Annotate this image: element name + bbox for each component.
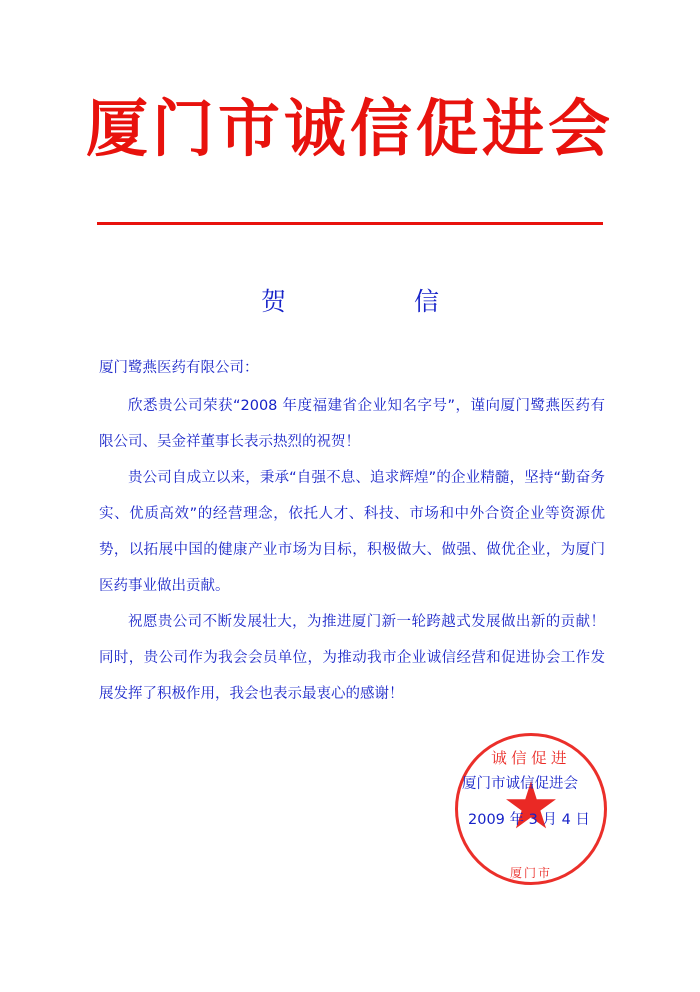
letterhead-organization: 厦门市诚信促进会: [85, 92, 614, 165]
salutation: 厦门鹭燕医药有限公司：: [99, 360, 259, 376]
paragraph-3: 祝愿贵公司不断发展壮大，为推进厦门新一轮跨越式发展做出新的贡献！同时，贵公司作为我会会员单位，为推动我市企业诚信经营和促进协会工作发展发挥了积极作用，我会也表示最衷心的感谢！: [99, 614, 605, 702]
document-body: [99, 350, 605, 712]
paragraph-2: 贵公司自成立以来，秉承“自强不息、追求辉煌”的企业精髓，坚持“勤奋务实、优质高效”的经营理念，依托人才、科技、市场和中外合资企业等资源优势，以拓展中国的健康产业市场为目标，积极做大、做强、做优企业，为厦门医药事业做出贡献。: [99, 470, 605, 594]
seal-top-text: 诚信促进: [491, 749, 571, 767]
paragraph-1: 欣悉贵公司荣获“2008 年度福建省企业知名字号”，谨向厦门鹭燕医药有限公司、吴金祥董事长表示热烈的祝贺！: [99, 398, 605, 450]
letterhead-divider: [97, 222, 603, 225]
signature-date: 2009 年 3 月 4 日: [468, 812, 590, 828]
signature-organization: 厦门市诚信促进会: [462, 776, 578, 792]
seal-bottom-text: 厦门市: [509, 866, 552, 880]
document-title: 贺 信: [260, 287, 465, 316]
